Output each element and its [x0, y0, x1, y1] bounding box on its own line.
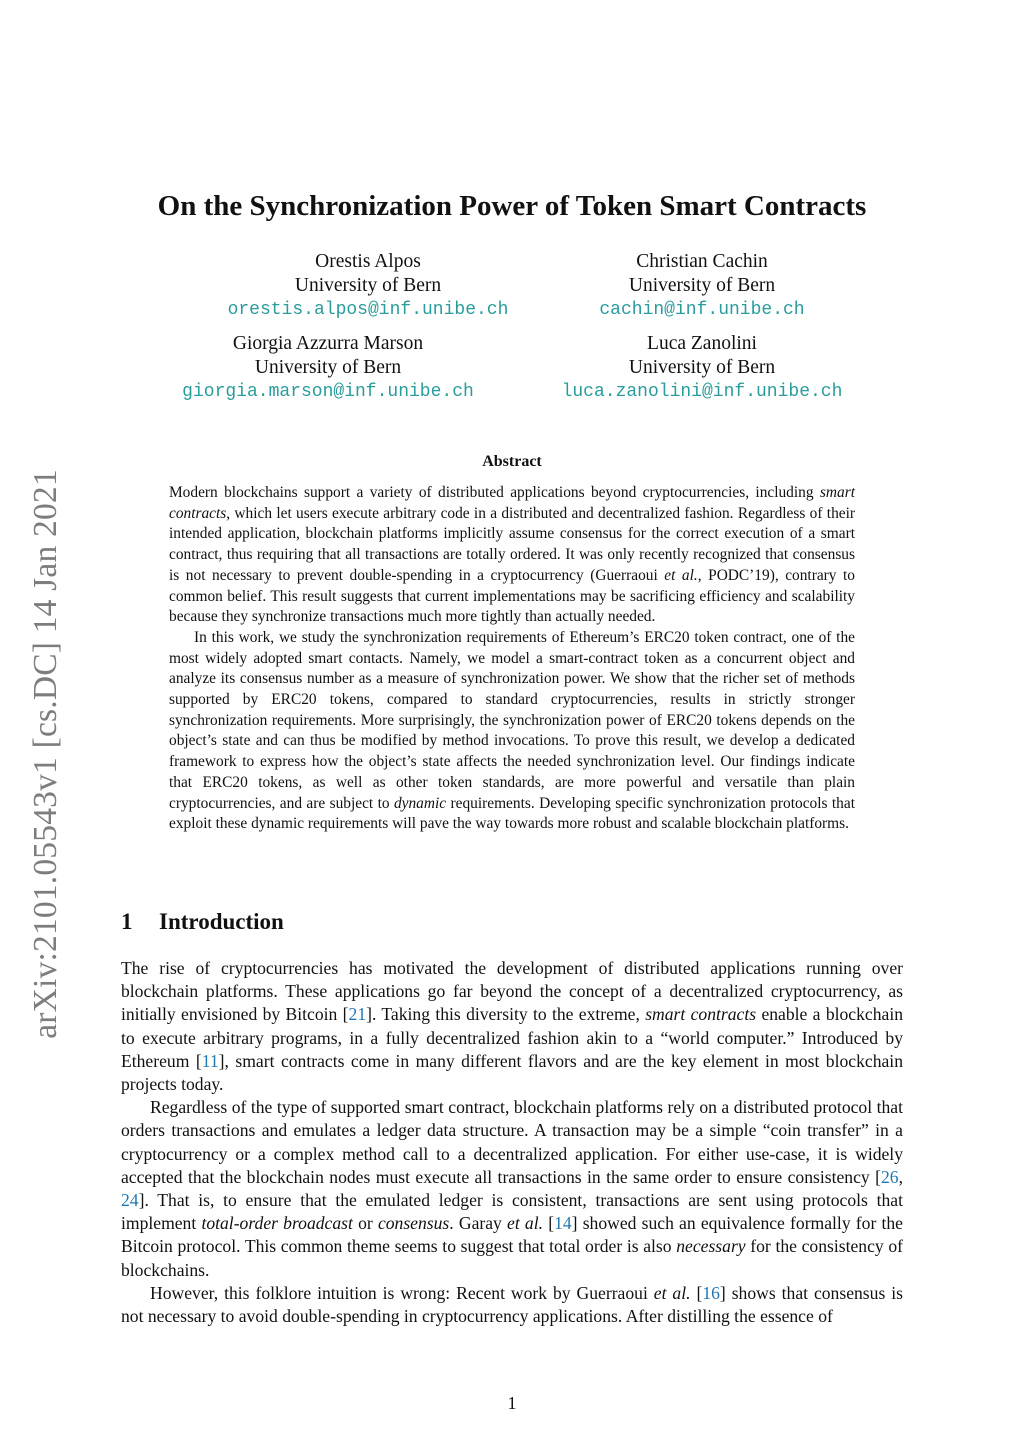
abstract-heading: Abstract [482, 453, 542, 470]
emphasis: smart contracts [169, 484, 855, 522]
text-run: ], smart contracts come in many different flavors and are the key element in most blockchain projects today. [121, 1050, 903, 1095]
citation-link[interactable]: 16 [702, 1282, 720, 1303]
text-run: , [898, 1166, 903, 1187]
text-run: [ [690, 1282, 703, 1303]
text-run: for the consistency of blockchains. [121, 1236, 903, 1280]
author-name: Orestis Alpos [315, 251, 421, 272]
arxiv-identifier-stamp: arXiv:2101.05543v1 [cs.DC] 14 Jan 2021 [27, 469, 64, 1039]
emphasis: et al. [653, 1282, 691, 1303]
author-affiliation: University of Bern [628, 357, 776, 378]
abstract-paragraph [169, 628, 855, 835]
text-run: ]. That is, to ensure that the emulated ledger is consistent, transactions are sent using protocols that implement [121, 1190, 903, 1234]
text-run: , PODC’19), contrary to common belief. This result suggests that current implementations may be sacrificing efficiency and scalability because they synchronize transactions much more tightly than actually needed. [169, 566, 855, 626]
text-run: , which let users execute arbitrary code in a distributed and decentralized fashion. Regardless of their intended application, blockchain platforms implicitly assume consensus for the correct execution of a smart contract, thus requiring that all transactions are totally ordered. It was only recently recognized that consensus is not necessary to prevent double-spending in a cryptocurrency (Guerraoui [169, 504, 855, 584]
section-title: Introduction [159, 909, 284, 934]
author-block [158, 332, 498, 404]
emphasis: smart contracts [645, 1004, 757, 1025]
text-run: However, this folklore intuition is wrong: Recent work by Guerraoui [150, 1282, 654, 1303]
citation-link[interactable]: 11 [201, 1050, 219, 1071]
citation-link[interactable]: 21 [348, 1004, 367, 1025]
body-paragraph [121, 1282, 903, 1328]
author-affiliation: University of Bern [294, 275, 442, 296]
emphasis: et al. [664, 566, 698, 584]
emphasis: total-order broadcast [201, 1213, 353, 1234]
text-run: . Garay [449, 1213, 508, 1234]
citation-link[interactable]: 24 [121, 1190, 139, 1211]
author-affiliation: University of Bern [254, 357, 402, 378]
author-block [532, 332, 872, 404]
emphasis: et al. [507, 1213, 544, 1234]
author-name: Luca Zanolini [647, 333, 757, 354]
section-number: 1 [121, 909, 133, 934]
text-run: Regardless of the type of supported smart contract, blockchain platforms rely on a distributed protocol that orders transactions and emulates a ledger data structure. A transaction may be a simple “coin transfer” in a cryptocurrency or a complex method call to a decentralized application. For either use-case, it is widely accepted that the blockchain nodes must execute all transactions in the same order to ensure consistency [ [121, 1097, 903, 1187]
citation-link[interactable]: 26 [881, 1166, 899, 1187]
text-run: enable a blockchain to execute arbitrary programs, in a fully decentralized fashion akin to a “world computer.” Introduced by Ethereum [ [121, 1004, 904, 1071]
author-name: Giorgia Azzurra Marson [232, 333, 424, 354]
author-block [198, 250, 538, 322]
introduction-body [121, 957, 903, 1328]
author-email-link[interactable]: orestis.alpos@inf.unibe.ch [227, 300, 509, 320]
abstract-body [169, 483, 855, 835]
text-run: or [352, 1213, 378, 1234]
emphasis: dynamic [393, 794, 447, 812]
body-paragraph [121, 957, 903, 1096]
section-heading [121, 906, 284, 938]
text-run: In this work, we study the synchronization requirements of Ethereum’s ERC20 token contract, one of the most widely adopted smart contacts. Namely, we model a smart-contract token as a concurrent object and analyze its consensus number as a measure of synchronization power. We show that the richer set of methods supported by ERC20 tokens, compared to standard cryptocurrencies, results in strictly stronger synchronization requirements. More surprisingly, the synchronization power of ERC20 tokens depends on the object’s state and can thus be modified by method invocations. To prove this result, we develop a dedicated framework to express how the object’s state affects the needed synchronization level. Our findings indicate that ERC20 tokens, as well as other token standards, are more powerful and versatile than plain cryptocurrencies, and are subject to [169, 628, 855, 812]
text-run: ]. Taking this diversity to the extreme, [366, 1004, 646, 1025]
text-run: ] showed such an equivalence formally for the Bitcoin protocol. This common theme seems to suggest that total order is also [121, 1213, 903, 1257]
citation-link[interactable]: 14 [554, 1213, 572, 1234]
author-affiliation: University of Bern [628, 275, 776, 296]
abstract-paragraph [169, 483, 855, 628]
body-paragraph [121, 1096, 903, 1282]
author-email-link[interactable]: giorgia.marson@inf.unibe.ch [182, 382, 474, 402]
emphasis: necessary [676, 1236, 746, 1257]
text-run: requirements. Developing specific synchronization protocols that exploit these dynamic requirements will pave the way towards more robust and scalable blockchain platforms. [169, 794, 855, 833]
paper-title: On the Synchronization Power of Token Smart Contracts [157, 190, 867, 222]
author-block [532, 250, 872, 322]
page-number: 1 [507, 1393, 517, 1413]
text-run: Modern blockchains support a variety of distributed applications beyond cryptocurrencies, including [169, 484, 820, 501]
text-run: The rise of cryptocurrencies has motivated the development of distributed applications running over blockchain platforms. These applications go far beyond the concept of a decentralized cryptocurrency, as initially envisioned by Bitcoin [ [121, 958, 903, 1025]
emphasis: consensus [377, 1213, 450, 1234]
author-name: Christian Cachin [636, 251, 768, 272]
author-email-link[interactable]: cachin@inf.unibe.ch [599, 300, 805, 320]
text-run: ] shows that consensus is not necessary to avoid double-spending in cryptocurrency applications. After distilling the essence of [121, 1282, 903, 1327]
text-run: [ [543, 1213, 555, 1234]
author-email-link[interactable]: luca.zanolini@inf.unibe.ch [561, 382, 843, 402]
